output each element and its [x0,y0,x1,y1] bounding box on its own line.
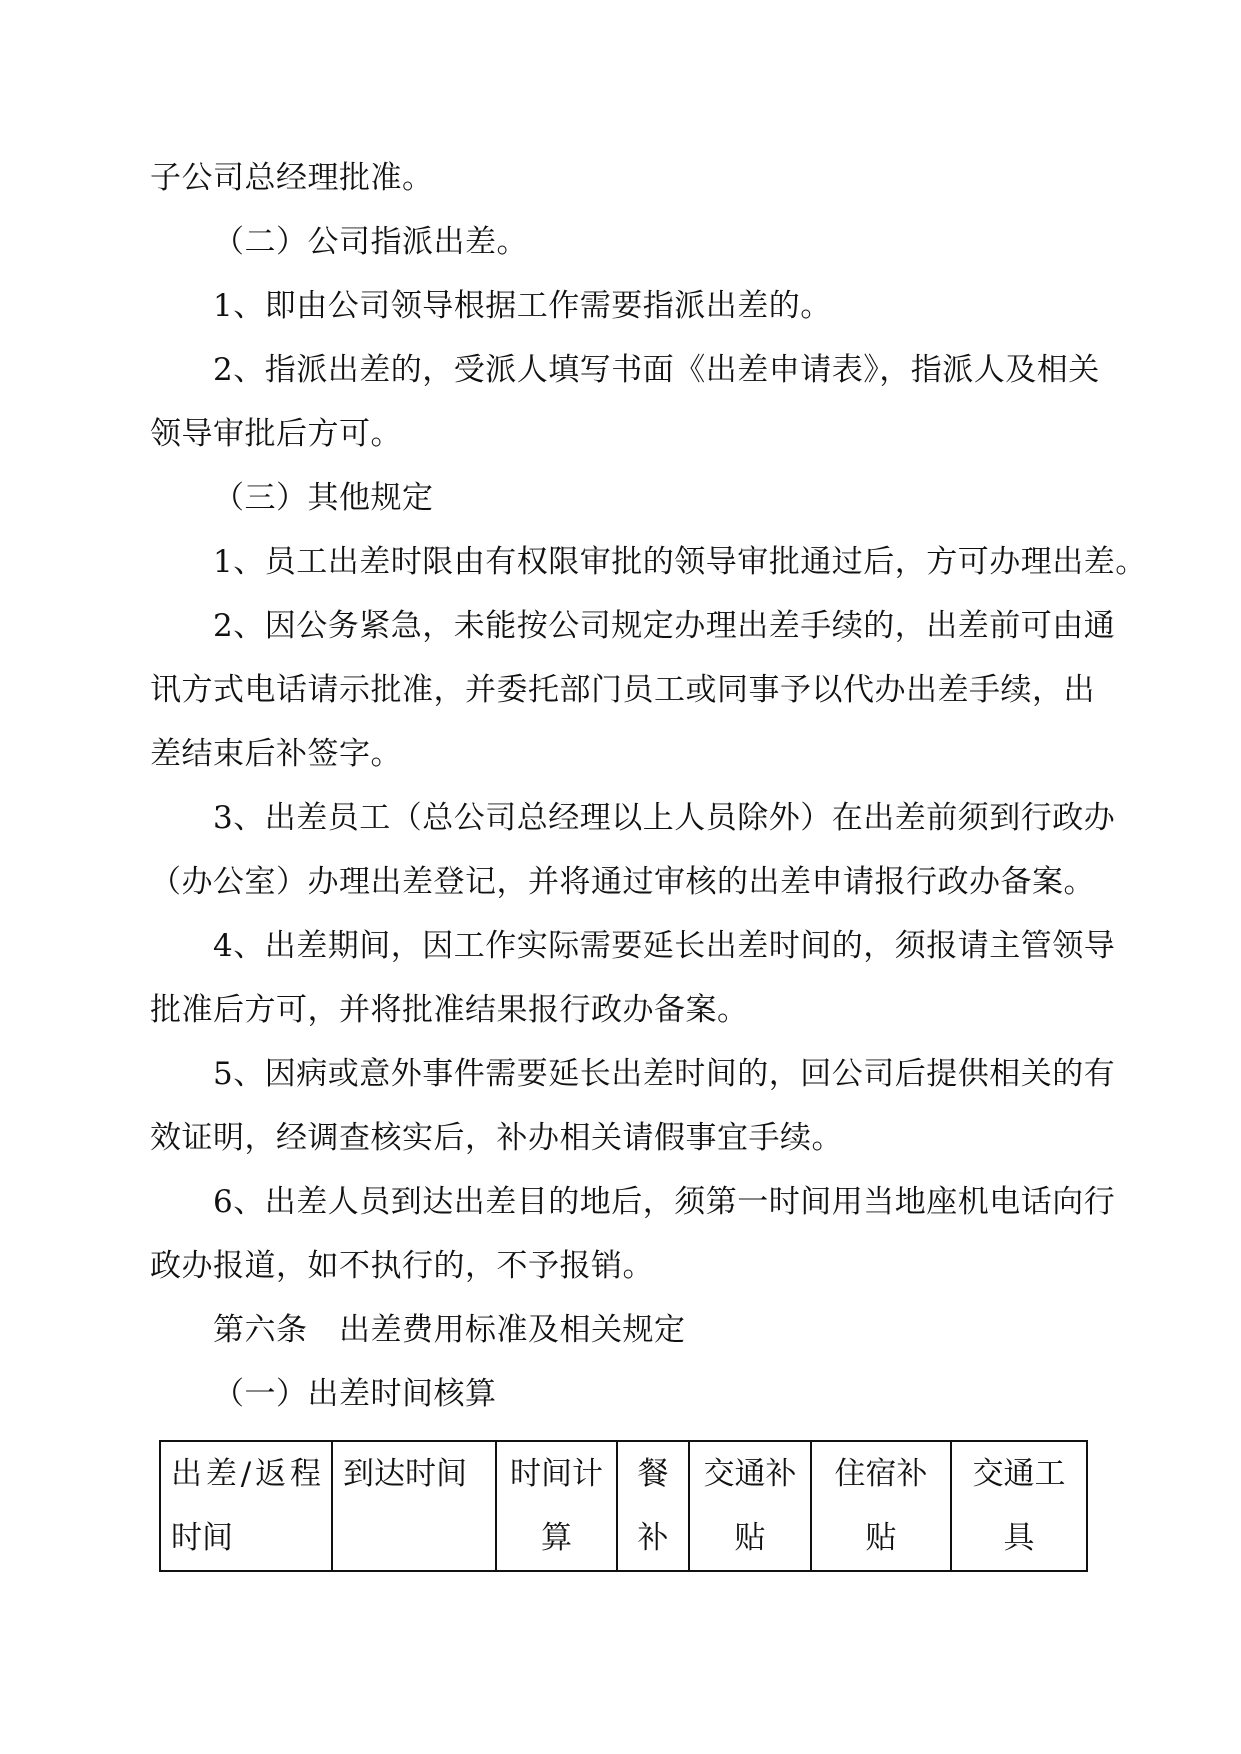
header-cell-meal-allowance [617,1441,689,1571]
article-heading: 第六条 出差费用标准及相关规定 [213,1312,686,1348]
header-cell-arrival-time [332,1441,496,1571]
expense-table [159,1440,1088,1572]
paragraph-line: 2、因公务紧急，未能按公司规定办理出差手续的，出差前可由通 [213,608,1116,644]
header-cell-time-calc [496,1441,617,1571]
header-cell-text: 餐 [637,1456,669,1492]
header-cell-text: 贴 [734,1520,766,1556]
paragraph-line: 6、出差人员到达出差目的地后，须第一时间用当地座机电话向行 [213,1184,1116,1220]
paragraph-line: 批准后方可，并将批准结果报行政办备案。 [150,992,749,1028]
paragraph-line: 讯方式电话请示批准，并委托部门员工或同事予以代办出差手续，出 [150,672,1095,708]
paragraph-line: 领导审批后方可。 [150,416,402,452]
header-cell-text: 时间计 [510,1456,603,1492]
paragraph-line: 子公司总经理批准。 [150,160,434,196]
header-cell-lodging-allowance [811,1441,951,1571]
header-cell-text: 具 [1003,1520,1035,1556]
header-cell-text: 到达时间 [343,1456,467,1492]
header-cell-text: 交通补 [703,1456,797,1492]
paragraph-line: 1、员工出差时限由有权限审批的领导审批通过后，方可办理出差。 [213,544,1147,580]
header-cell-transport-allowance [689,1441,811,1571]
header-cell-text: 补 [637,1520,669,1556]
section-heading: （一）出差时间核算 [213,1376,497,1412]
header-cell-vehicle [951,1441,1087,1571]
header-cell-text: 住宿补 [834,1456,928,1492]
paragraph-line: 3、出差员工（总公司总经理以上人员除外）在出差前须到行政办 [213,800,1116,836]
paragraph-line: 差结束后补签字。 [150,736,402,772]
header-cell-text: 算 [541,1520,572,1556]
paragraph-line: 效证明，经调查核实后，补办相关请假事宜手续。 [150,1120,843,1156]
header-cell-text: 交通工 [972,1456,1066,1492]
header-cell-departure-time [160,1441,332,1571]
section-heading: （二）公司指派出差。 [213,224,528,260]
header-cell-text: 时间 [171,1520,233,1556]
paragraph-line: 政办报道，如不执行的，不予报销。 [150,1248,654,1284]
header-cell-text: 贴 [865,1520,897,1556]
header-cell-text: 出差/返程 [171,1456,321,1492]
section-heading: （三）其他规定 [213,480,434,516]
paragraph-line: 1、即由公司领导根据工作需要指派出差的。 [213,288,832,324]
paragraph-line: （办公室）办理出差登记，并将通过审核的出差申请报行政办备案。 [150,864,1095,900]
paragraph-line: 5、因病或意外事件需要延长出差时间的，回公司后提供相关的有 [213,1056,1116,1092]
table-header-row [160,1441,1087,1571]
paragraph-line: 2、指派出差的，受派人填写书面《出差申请表》，指派人及相关 [213,352,1100,388]
paragraph-line: 4、出差期间，因工作实际需要延长出差时间的，须报请主管领导 [213,928,1116,964]
